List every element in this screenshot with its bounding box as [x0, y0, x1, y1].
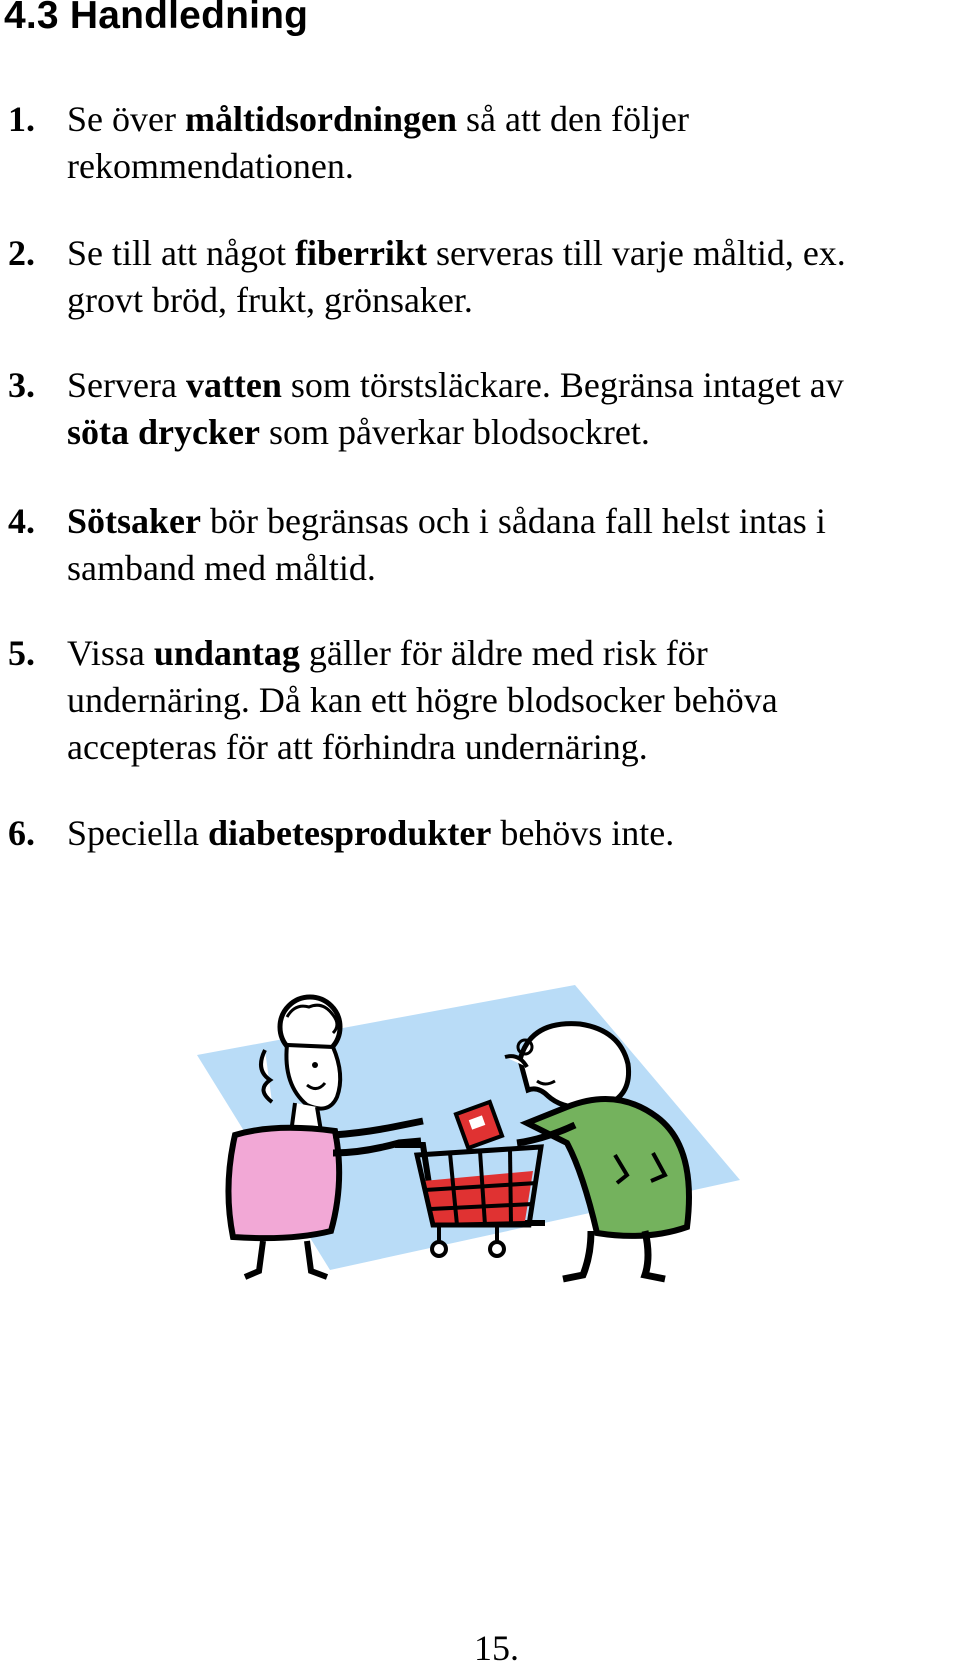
dress-shape: [228, 1128, 339, 1238]
emphasis-text: diabetesprodukter: [207, 813, 492, 853]
text-line: [67, 724, 947, 771]
text-span: grovt bröd, frukt, grönsaker.: [67, 280, 473, 320]
text-span: samband med måltid.: [67, 548, 376, 588]
section-heading: 4.3 Handledning: [4, 0, 309, 37]
list-item-number: 2.: [8, 233, 35, 273]
text-line: [67, 230, 947, 277]
emphasis-text: vatten: [185, 365, 282, 405]
text-line: [67, 677, 947, 724]
text-span: serveras till varje måltid, ex.: [426, 233, 846, 273]
text-line: [67, 498, 947, 545]
list-item-text: [67, 630, 947, 771]
list-item-text: [67, 498, 947, 592]
text-span: Se över: [67, 99, 185, 139]
emphasis-text: måltidsordningen: [184, 99, 458, 139]
text-line: [67, 277, 947, 324]
text-span: accepteras för att förhindra undernäring.: [67, 727, 648, 767]
emphasis-text: Sötsaker: [67, 501, 201, 541]
emphasis-text: fiberrikt: [294, 233, 427, 273]
text-line: [67, 409, 947, 456]
shopping-couple-illustration: [195, 985, 755, 1285]
emphasis-text: undantag: [153, 633, 300, 673]
list-item-number: 6.: [8, 813, 35, 853]
list-item-number: 3.: [8, 365, 35, 405]
text-line: [67, 362, 947, 409]
text-span: bör begränsas och i sådana fall helst intas i: [201, 501, 826, 541]
emphasis-text: söta drycker: [67, 412, 260, 452]
text-line: [67, 96, 947, 143]
text-span: som påverkar blodsockret.: [259, 412, 650, 452]
text-line: [67, 143, 947, 190]
text-span: Vissa: [67, 633, 154, 673]
list-item-text: [67, 362, 947, 456]
text-span: rekommendationen.: [67, 146, 354, 186]
list-item-number: 1.: [8, 99, 35, 139]
text-span: som törstsläckare. Begränsa intaget av: [281, 365, 844, 405]
list-item-number: 5.: [8, 633, 35, 673]
list-item-text: [67, 230, 947, 324]
list-item-number: 4.: [8, 501, 35, 541]
page-number: 15.: [474, 1628, 519, 1668]
text-span: gäller för äldre med risk för: [299, 633, 708, 673]
text-span: Speciella: [67, 813, 208, 853]
text-line: [67, 810, 947, 857]
list-item-text: [67, 810, 947, 857]
text-span: Servera: [67, 365, 186, 405]
text-span: så att den följer: [457, 99, 689, 139]
text-span: behövs inte.: [491, 813, 675, 853]
list-item-text: [67, 96, 947, 190]
text-line: [67, 630, 947, 677]
text-line: [67, 545, 947, 592]
text-span: Se till att något: [67, 233, 295, 273]
text-span: undernäring. Då kan ett högre blodsocker behöva: [67, 680, 778, 720]
